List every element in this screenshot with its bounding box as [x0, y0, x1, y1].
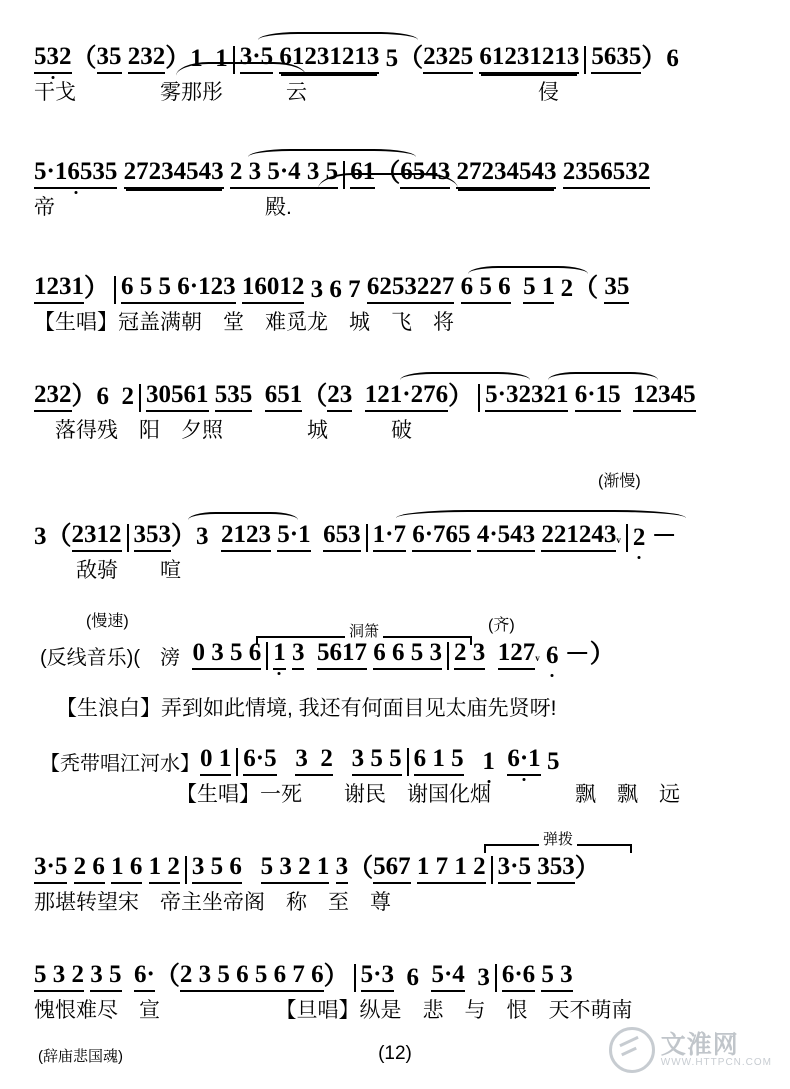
page-number: (12) — [378, 1043, 412, 1064]
music-line-2 — [0, 155, 790, 219]
music-line-8 — [0, 850, 790, 914]
note-row-4: 232 ）6 2 30561 535 651 （ 23 121·276 ） 5·32321 6·15 12345 — [34, 381, 696, 410]
music-line-6 — [0, 636, 790, 670]
lyric-row-5: 敌骑 喧 — [34, 559, 181, 582]
reverse-music-label: (反线音乐)( 滂 — [40, 647, 180, 669]
music-line-9 — [0, 958, 790, 1022]
note-row-2: 5·16535 27234543 2 3 5·4 3 5 61 （ 6543 27234543 2356532 — [34, 158, 651, 187]
music-line-4 — [0, 378, 790, 442]
note-row-7: 【秃带唱江河水】 0 1 6·5 3 2 3 5 5 6 1 5 1 6·1 5 — [40, 745, 560, 775]
music-line-3 — [0, 270, 790, 334]
lyric-row-8: 那堪转望宋 帝主坐帝阁 称 至 尊 — [34, 891, 391, 914]
watermark-logo-icon — [609, 1027, 655, 1073]
note-row-6: (反线音乐)( 滂 0 3 5 6 1 3 5617 6 6 5 3 2 3 127 ᵛ 6 －） — [40, 639, 615, 669]
lyric-row-1: 干戈 雾那彤 云 侵 — [34, 81, 559, 104]
note-row-8: 3·5 2 6 1 6 1 2 3 5 6 5 3 2 1 3 （ 567 1 7 1 2 3·5 353 ） — [34, 853, 600, 882]
music-line-5 — [0, 518, 790, 582]
lyric-row-2: 帝 殿. — [34, 196, 292, 219]
spoken-line-1: 【生浪白】弄到如此情境, 我还有何面目见太庙先贤呀! — [56, 697, 557, 720]
note-row-9: 5 3 2 3 5 6· （ 2 3 5 6 5 6 7 6 ） 5·3 6 5·4 3 6·6 5 3 — [34, 961, 573, 991]
tune-label: 【秃带唱江河水】 — [40, 753, 200, 775]
lyric-row-3: 【生唱】冠盖满朝 堂 难觅龙 城 飞 将 — [34, 311, 454, 334]
tempo-slow: (慢速) — [86, 613, 129, 630]
bracket-label: 弹拨 — [539, 828, 577, 849]
tempo-together: (齐) — [488, 617, 515, 634]
watermark — [609, 1027, 772, 1073]
score-title-footer: (辞庙悲国魂) — [38, 1048, 123, 1065]
watermark-url: WWW.HTTPCN.COM — [660, 1056, 772, 1068]
lyric-row-4: 落得残 阳 夕照 城 破 — [34, 419, 412, 442]
lyric-row-7: 【生唱】一死 谢民 谢国化烟 飘 飘 远 — [176, 783, 680, 806]
lyric-row-9: 愧恨难尽 宣 【旦唱】纵是 悲 与 恨 天不萌南 — [34, 999, 633, 1022]
note-row-1: 532 （ 35 232 ）1 1 3·5 61231213 5（ 2325 61231213 5635 ）6 — [34, 43, 679, 72]
music-line-7 — [0, 742, 790, 806]
note-row-3: 1231 ） 6 5 5 6·123 16012 3 6 7 6253227 6 5 6 5 1 2（ 35 — [34, 273, 630, 303]
tempo-gradual-slow: (渐慢) — [598, 473, 641, 490]
note-row-5: 3（ 2312 353 ）3 2123 5·1 653 1·7 6·765 4·543 221243 ᵛ 2 － — [34, 521, 677, 551]
watermark-name: 文淮网 — [660, 1030, 739, 1059]
music-line-1 — [0, 40, 790, 104]
bracket-label: 洞箫 — [345, 620, 383, 641]
